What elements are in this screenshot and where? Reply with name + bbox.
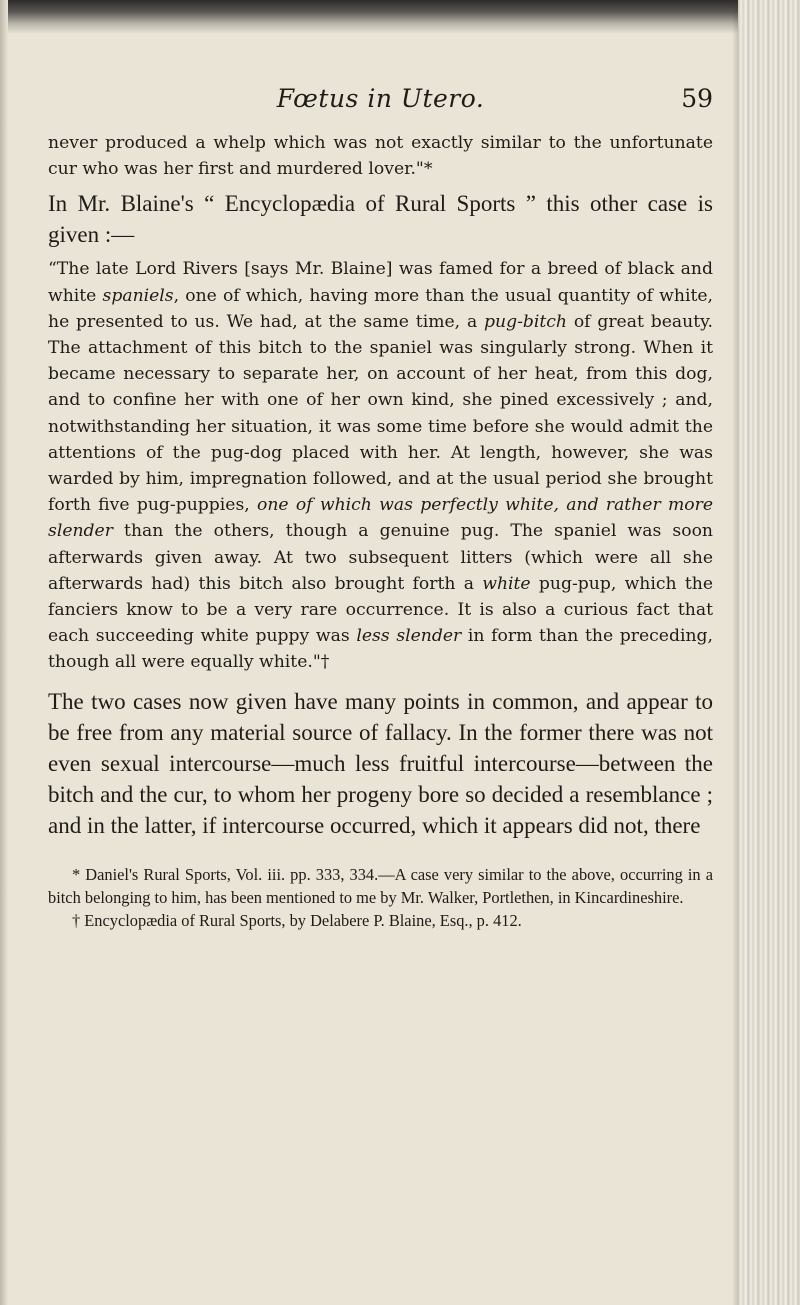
quote-text-k: in form than the preceding, though all were equally white."†: [48, 626, 713, 673]
running-head: [48, 80, 713, 120]
page-left-edge: [0, 0, 8, 1305]
book-page: [48, 80, 713, 932]
footnote-daniel: * Daniel's Rural Sports, Vol. iii. pp. 333, 334.—A case very similar to the above, occurring in a bitch belonging to him, has been mentioned to me by Mr. Walker, Portlethen, in Kincardineshire.: [48, 864, 713, 907]
quote-italic-less-slender: less slender: [356, 626, 462, 647]
paragraph-discussion: The two cases now given have many points in common, and appear to be free from any material source of fallacy. In the former there was not even sexual intercourse—much less fruitful intercourse—between the bitch and the cur, to whom her progeny bore so decided a resemblance ; and in the latter, if intercourse occurred, which it appears did not, there: [48, 688, 713, 838]
quote-text-c: , one of which, having more than the usual quantity of white, he presented to us. We had, at the same time, a: [48, 285, 713, 332]
page-number: 59: [681, 84, 713, 113]
quote-text-e: of great beauty. The attachment of this bitch to the spaniel was singularly strong. When it became necessary to separate her, on account of her heat, from this dog, and to confine her with one of her own kind, she pined excessively ; and, notwithstanding her situation, it was some time before she would admit the attentions of the pug-dog placed with her. At length, however, she was warded by him, impregnation followed, and at the usual period she brought forth five pug-puppies,: [48, 311, 713, 516]
footnote-encyclopaedia: † Encyclopædia of Rural Sports, by Delabere P. Blaine, Esq., p. 412.: [72, 911, 522, 931]
quote-text-g: than the others, though a genuine pug. The spaniel was soon afterwards given away. At two subsequent litters (which were all she afterwards had) this bitch also brought forth a: [48, 521, 713, 594]
paragraph-quote-end: never produced a whelp which was not exactly similar to the unfortunate cur who was her first and murdered lover."*: [48, 133, 713, 180]
quote-italic-spaniels: spaniels: [102, 285, 174, 306]
quote-text-a: “The late Lord Rivers [says Mr. Blaine] was famed for a breed of black and white: [48, 259, 713, 306]
quote-italic-perfectly-white: one of which was perfectly white, and rather more slender: [48, 495, 713, 542]
paragraph-quotation: [48, 256, 713, 675]
footnotes: [48, 863, 713, 933]
page-top-shadow: [0, 0, 800, 34]
page-stack-edge: [738, 0, 800, 1305]
quote-italic-pug-bitch: pug-bitch: [484, 311, 567, 332]
quote-text-i: pug-pup, which the fanciers know to be a very rare occurrence. It is also a curious fact that each succeeding white puppy was: [48, 573, 713, 647]
running-title: Fœtus in Utero.: [276, 84, 485, 113]
quote-italic-white: white: [482, 573, 531, 594]
paragraph-intro: In Mr. Blaine's “ Encyclopædia of Rural Sports ” this other case is given :—: [48, 191, 713, 248]
